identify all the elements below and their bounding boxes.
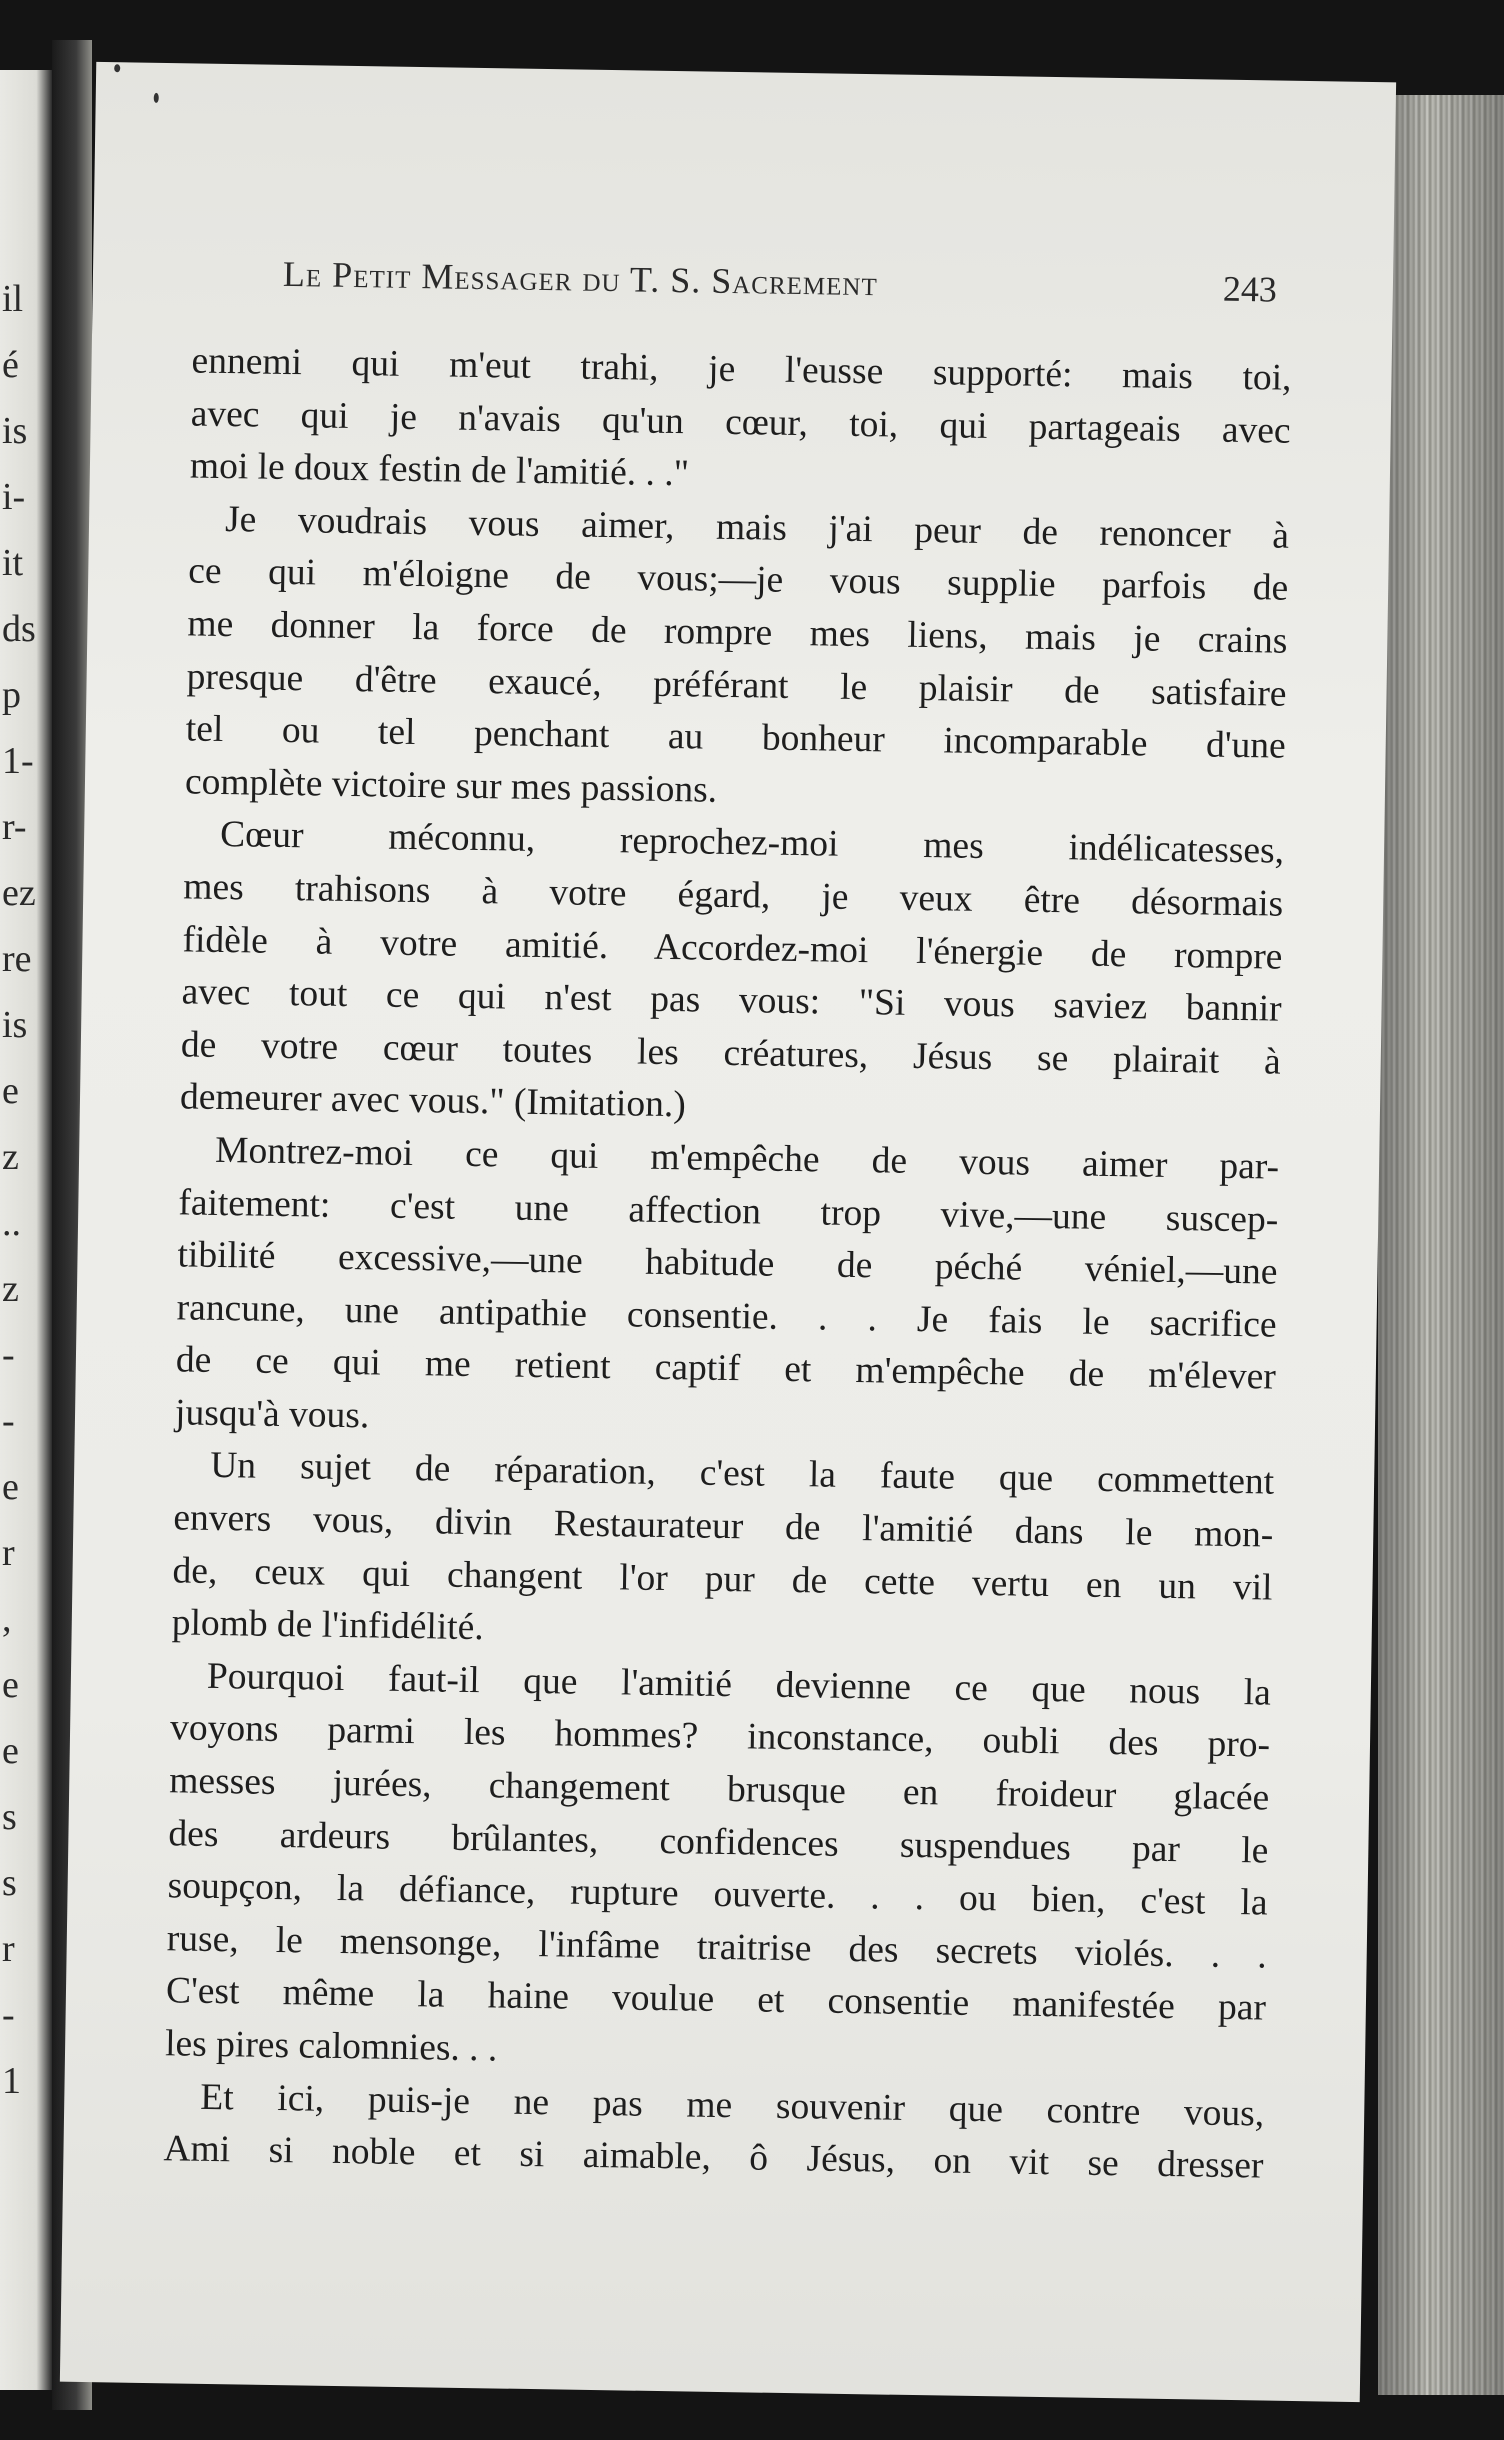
text-line: moi le doux festin de l'amitié. . ." bbox=[189, 445, 690, 495]
left-page-fragment: s bbox=[2, 1862, 17, 1904]
left-page-fragment: is bbox=[2, 1004, 28, 1046]
left-page-fragment: z bbox=[2, 1268, 19, 1310]
text-line: voyons parmi les hommes? inconstance, oubli des pro- bbox=[169, 1707, 1271, 1767]
left-page-edge bbox=[0, 70, 52, 2390]
text-line: me donner la force de rompre mes liens, mais je crains bbox=[187, 603, 1288, 662]
text-line: fidèle à votre amitié. Accordez-moi l'énergie de rompre bbox=[182, 918, 1283, 978]
left-page-fragment: e bbox=[2, 1466, 19, 1508]
ink-speck bbox=[114, 64, 120, 72]
left-page-fragment: e bbox=[2, 1664, 19, 1706]
left-page-fragment: 1- bbox=[2, 740, 34, 782]
book-page bbox=[60, 62, 1396, 2402]
text-line: faitement: c'est une affection trop vive,—une suscep- bbox=[178, 1181, 1279, 1241]
left-page-fragment: p bbox=[2, 674, 21, 716]
text-line: Et ici, puis-je ne pas me souvenir que contre vous, bbox=[200, 2076, 1265, 2135]
left-page-fragment: il bbox=[2, 278, 24, 320]
left-page-fragment: é bbox=[2, 344, 19, 386]
left-page-fragment: e bbox=[2, 1730, 19, 1772]
text-line: Montrez-moi ce qui m'empêche de vous aimer par- bbox=[214, 1129, 1280, 1188]
text-line: jusqu'à vous. bbox=[174, 1392, 370, 1437]
text-line: rancune, une antipathie consentie. . . Je fais le sacrifice bbox=[176, 1287, 1277, 1346]
left-page-fragment: r- bbox=[2, 806, 27, 848]
text-line: C'est même la haine voulue et consentie manifestée par bbox=[165, 1970, 1267, 2029]
running-title: Le Petit Messager du T. S. Sacrement bbox=[282, 253, 879, 304]
text-line: Pourquoi faut-il que l'amitié devienne ce que nous la bbox=[206, 1655, 1272, 1714]
left-page-fragment: re bbox=[2, 938, 32, 980]
left-page-fragment: ez bbox=[2, 872, 36, 914]
text-line: de, ceux qui changent l'or pur de cette vertu en un vil bbox=[172, 1549, 1273, 1609]
left-page-fragment: i- bbox=[2, 476, 26, 518]
left-page-fragment: - bbox=[2, 1334, 15, 1376]
left-page-fragment: z bbox=[2, 1136, 19, 1178]
text-line: ruse, le mensonge, l'infâme traitrise des secrets violés. . . bbox=[166, 1918, 1268, 1977]
text-line: plomb de l'infidélité. bbox=[171, 1602, 484, 1649]
text-line: avec qui je n'avais qu'un cœur, toi, qui partageais avec bbox=[190, 393, 1291, 452]
ink-speck bbox=[154, 93, 159, 103]
text-line: envers vous, divin Restaurateur de l'amitié dans le mon- bbox=[173, 1497, 1274, 1556]
text-line: tibilité excessive,—une habitude de péché véniel,—une bbox=[177, 1234, 1278, 1293]
left-page-fragment: .. bbox=[2, 1202, 21, 1244]
text-line: messes jurées, changement brusque en froideur glacée bbox=[168, 1760, 1270, 1819]
text-line: tel ou tel penchant au bonheur incomparable d'une bbox=[185, 708, 1287, 767]
left-page-fragment: it bbox=[2, 542, 24, 584]
text-line: complète victoire sur mes passions. bbox=[184, 761, 718, 811]
text-line: mes trahisons à votre égard, je veux être désormais bbox=[183, 866, 1284, 925]
text-line: des ardeurs brûlantes, confidences suspendues par le bbox=[168, 1812, 1269, 1872]
left-page-fragment: - bbox=[2, 1400, 15, 1442]
text-line: presque d'être exaucé, préférant le plaisir de satisfaire bbox=[186, 655, 1287, 715]
body-text bbox=[163, 335, 1292, 2193]
text-line: Je voudrais vous aimer, mais j'ai peur de renoncer à bbox=[224, 498, 1290, 557]
left-page-fragment: is bbox=[2, 410, 28, 452]
left-page-fragment: ds bbox=[2, 608, 36, 650]
text-line: de ce qui me retient captif et m'empêche de m'élever bbox=[175, 1339, 1277, 1398]
left-page-fragment: r bbox=[2, 1928, 15, 1970]
left-page-fragment: 1 bbox=[2, 2060, 21, 2102]
left-page-fragment: s bbox=[2, 1796, 17, 1838]
text-line: soupçon, la défiance, rupture ouverte. . . ou bien, c'est la bbox=[167, 1865, 1268, 1924]
text-line: avec tout ce qui n'est pas vous: "Si vous saviez bannir bbox=[181, 971, 1282, 1030]
left-page-fragment: - bbox=[2, 1994, 15, 2036]
left-page-fragment: , bbox=[2, 1598, 12, 1640]
text-line: Cœur méconnu, reprochez-moi mes indélicatesses, bbox=[219, 814, 1285, 873]
left-page-fragment: r bbox=[2, 1532, 15, 1574]
text-line: ennemi qui m'eut trahi, je l'eusse supporté: mais toi, bbox=[191, 340, 1292, 399]
page-edges-shade bbox=[1378, 95, 1504, 2395]
text-line: Ami si noble et si aimable, ô Jésus, on vit se dresser bbox=[163, 2128, 1264, 2187]
text-line: Un sujet de réparation, c'est la faute que commettent bbox=[209, 1445, 1275, 1504]
left-page-fragment: e bbox=[2, 1070, 19, 1112]
text-line: ce qui m'éloigne de vous;—je vous supplie parfois de bbox=[187, 550, 1289, 610]
text-line: les pires calomnies. . . bbox=[164, 2023, 498, 2070]
text-line: demeurer avec vous." (Imitation.) bbox=[179, 1076, 687, 1126]
page-number: 243 bbox=[1222, 268, 1278, 310]
text-line: de votre cœur toutes les créatures, Jésus se plairait à bbox=[180, 1024, 1282, 1083]
